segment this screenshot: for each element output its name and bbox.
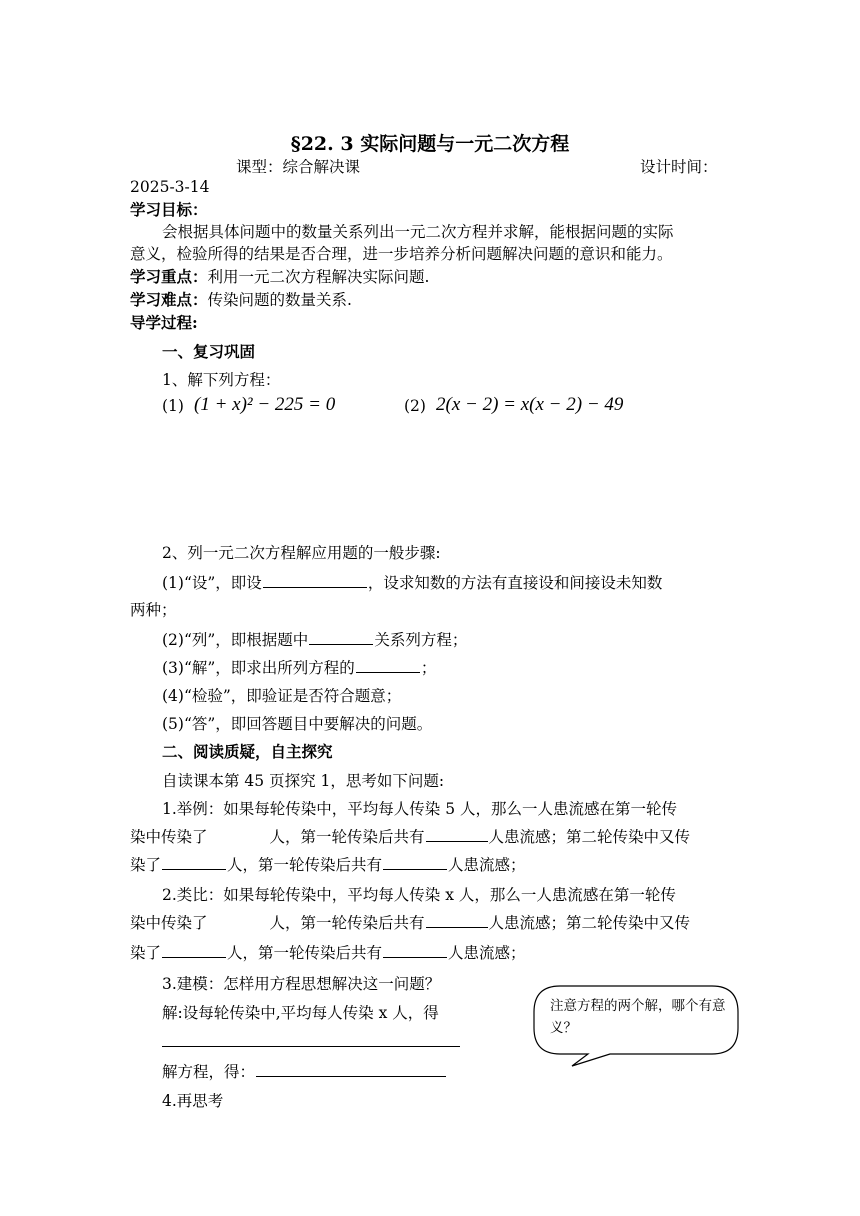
ex2-text-a: 染中传染了	[130, 914, 208, 932]
step2-part-b: 关系列方程；	[374, 631, 468, 649]
process-label: 导学过程:	[130, 313, 198, 332]
q2-text: 2、列一元二次方程解应用题的一般步骤:	[162, 544, 441, 562]
step5-line: (5)“答”，即回答题目中要解决的问题。	[162, 715, 433, 733]
callout-text: 注意方程的两个解，哪个有意义？	[550, 998, 726, 1036]
blank-solution[interactable]	[356, 658, 420, 673]
key-point-label: 学习重点：	[130, 267, 208, 286]
ex1-text-c: 人患流感；第二轮传染中又传	[488, 828, 691, 846]
step1-part-a: (1)“设”，即设	[162, 574, 262, 592]
answer-line[interactable]	[162, 1046, 460, 1047]
section2-intro: 自读课本第 45 页探究 1，思考如下问题:	[162, 772, 445, 790]
example1-line2	[130, 825, 690, 847]
blank-4[interactable]	[426, 913, 488, 928]
ex2-text-c: 人患流感；第二轮传染中又传	[488, 914, 691, 932]
example2-line3	[130, 941, 526, 963]
design-date: 2025-3-14	[130, 178, 210, 196]
step2-line	[162, 628, 467, 650]
ex2-text-d: 染了	[130, 944, 162, 962]
equation-1: (1 + x)² − 225 = 0	[194, 394, 336, 415]
objectives-line2: 意义，检验所得的结果是否合理，进一步培养分析问题解决问题的意识和能力。	[130, 245, 673, 263]
blank-solve[interactable]	[256, 1062, 446, 1077]
lesson-type: 课型：综合解决课	[236, 158, 361, 176]
difficulty-text: 传染问题的数量关系.	[207, 291, 352, 309]
ex1-text-a: 染中传染了	[130, 828, 208, 846]
blank-2[interactable]	[162, 855, 226, 870]
solve-label: 解方程，得：	[162, 1063, 256, 1081]
page-title: §22. 3 实际问题与一元二次方程	[290, 133, 570, 155]
blank-5[interactable]	[162, 943, 226, 958]
step3-part-a: (3)“解”，即求出所列方程的	[162, 659, 355, 677]
eq2-number: (2)	[404, 397, 426, 415]
example4-heading: 4.再思考	[162, 1092, 224, 1110]
equation-2: 2(x − 2) = x(x − 2) − 49	[436, 394, 624, 415]
design-time-label: 设计时间：	[640, 158, 718, 176]
example1-line3	[130, 853, 526, 875]
example2-line1: 2.类比：如果每轮传染中，平均每人传染 x 人，那么一人患流感在第一轮传	[162, 886, 676, 904]
key-point-text: 利用一元二次方程解决实际问题.	[207, 268, 430, 286]
ex2-text-f: 人患流感；	[448, 944, 526, 962]
blank-1[interactable]	[426, 827, 488, 842]
blank-6[interactable]	[383, 943, 447, 958]
step1-line2: 两种；	[130, 601, 177, 619]
key-point	[130, 265, 429, 287]
example2-line2	[130, 911, 690, 933]
step1-line	[162, 571, 662, 593]
q1-text: 1、解下列方程：	[162, 371, 281, 389]
example3-heading: 3.建模：怎样用方程思想解决这一问题？	[162, 975, 441, 993]
step3-part-b: ；	[420, 659, 437, 677]
objectives-line1: 会根据具体问题中的数量关系列出一元二次方程并求解，能根据问题的实际	[162, 223, 674, 241]
blank-let[interactable]	[263, 573, 367, 588]
ex1-text-b: 人，第一轮传染后共有	[269, 828, 425, 846]
example1-line1: 1.举例：如果每轮传染中，平均每人传染 5 人，那么一人患流感在第一轮传	[162, 800, 678, 818]
ex1-text-f: 人患流感；	[448, 856, 526, 874]
section1-heading: 一、复习巩固	[162, 342, 256, 361]
ex1-text-d: 染了	[130, 856, 162, 874]
solve-line	[162, 1060, 447, 1082]
objectives-label: 学习目标：	[130, 200, 208, 219]
step4-line: (4)“检验”，即验证是否符合题意；	[162, 687, 402, 705]
eq1-number: (1)	[162, 397, 184, 415]
blank-relation[interactable]	[309, 630, 373, 645]
section2-heading: 二、阅读质疑，自主探究	[162, 742, 333, 761]
step3-line	[162, 656, 436, 678]
ex2-text-e: 人，第一轮传染后共有	[227, 944, 383, 962]
difficulty-label: 学习难点：	[130, 290, 208, 309]
step1-part-b: ，设求知数的方法有直接设和间接设未知数	[367, 574, 663, 592]
ex2-text-b: 人，第一轮传染后共有	[269, 914, 425, 932]
blank-3[interactable]	[383, 855, 447, 870]
difficulty	[130, 288, 352, 310]
step2-part-a: (2)“列”，即根据题中	[162, 631, 309, 649]
example3-solution: 解:设每轮传染中,平均每人传染 x 人，得	[162, 1004, 439, 1022]
ex1-text-e: 人，第一轮传染后共有	[227, 856, 383, 874]
